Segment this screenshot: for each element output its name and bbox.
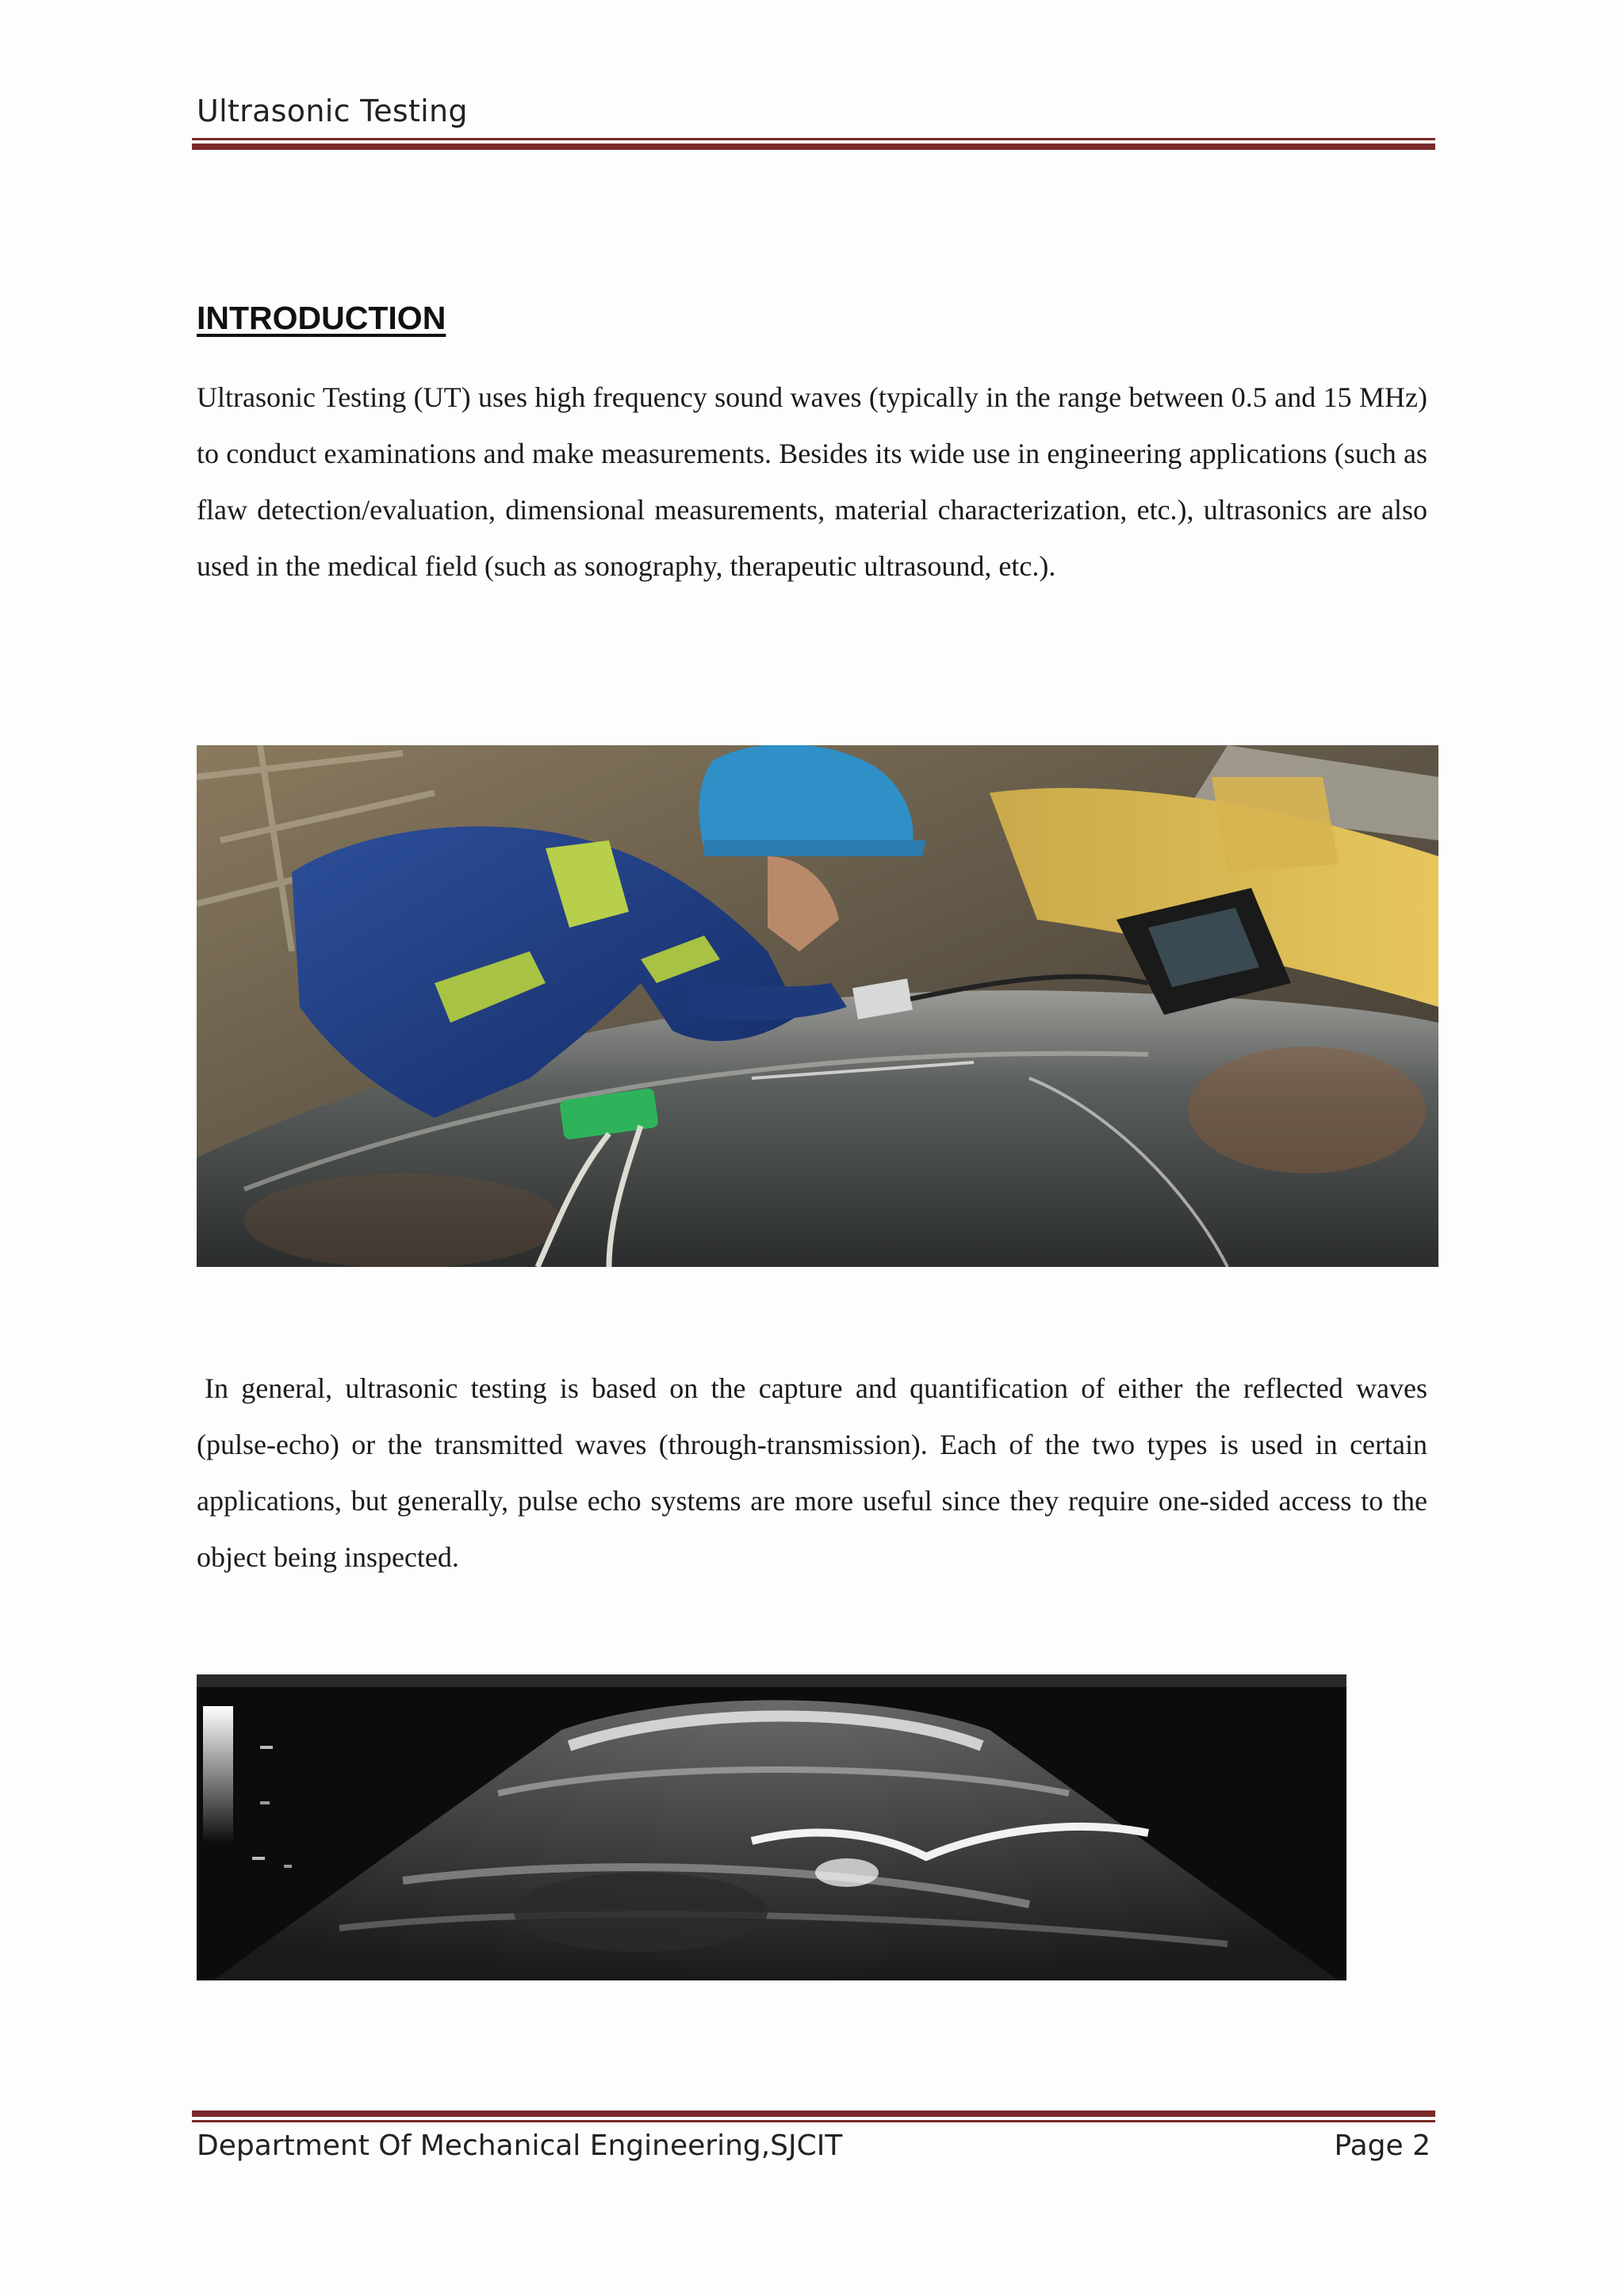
header-rule — [192, 138, 1435, 150]
technician-inspection-photo — [197, 745, 1438, 1267]
running-header: Ultrasonic Testing — [197, 94, 468, 128]
pulse-echo-paragraph: In general, ultrasonic testing is based on the capture and quantification of either the reflected waves (pulse-echo) or the transmitted waves (through-transmission). Each of the two types is used in certain applications, but generally, pulse echo systems are more useful since they require one-sided access to the object being inspected. — [197, 1372, 1427, 1573]
footer-department: Department Of Mechanical Engineering,SJCIT — [197, 2130, 843, 2162]
intro-paragraph: Ultrasonic Testing (UT) uses high frequency sound waves (typically in the range between 0.5 and 15 MHz) to conduct examinations and make measurements. Besides its wide use in engineering applications (such as flaw detection/evaluation, dimensional measurements, material characterization, etc.), ultrasonics are also used in the medical field (such as sonography, therapeutic ultrasound, etc.). — [197, 381, 1427, 582]
section-heading: INTRODUCTION — [197, 300, 446, 336]
footer-rule — [192, 2110, 1435, 2122]
page-number: Page 2 — [1334, 2130, 1431, 2162]
ultrasound-scan-image — [197, 1674, 1346, 1980]
